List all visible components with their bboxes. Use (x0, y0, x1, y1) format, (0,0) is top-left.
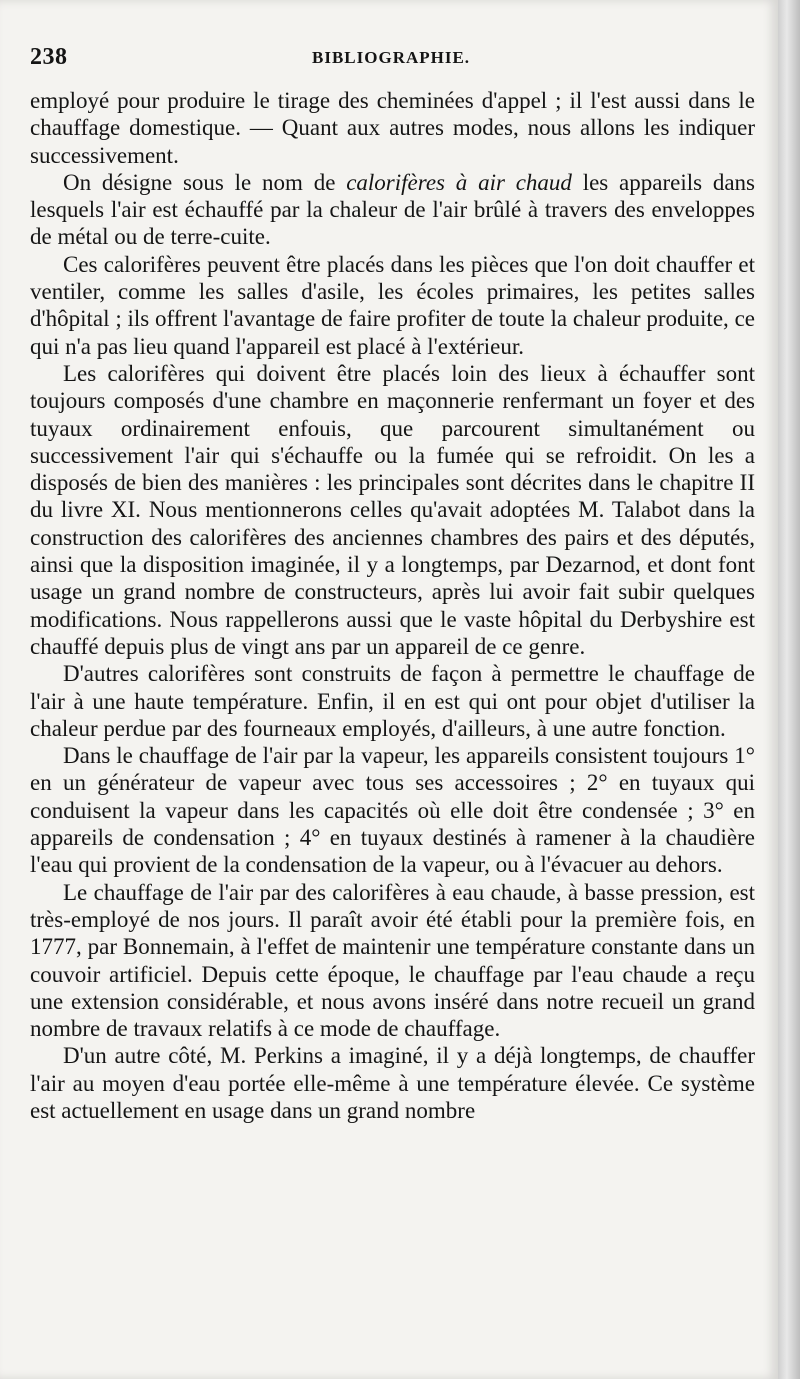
paragraph-2-before: On désigne sous le nom de (63, 169, 347, 195)
page-edge (778, 0, 800, 1379)
italic-term: calorifères à air chaud (346, 169, 572, 195)
paragraph-2-after: les appareils dans lesquels l'air est échauffé par la chaleur de l'air brûlé à travers des enveloppes de métal ou de terre-cuite. (30, 169, 756, 250)
paragraph-1: employé pour produire le tirage des cheminées d'appel ; il l'est aussi dans le chauffage domestique. — Quant aux autres modes, nous allons les indiquer successivement. (30, 88, 755, 168)
paragraph-2 (30, 169, 755, 251)
paragraph-3: Ces calorifères peuvent être placés dans les pièces que l'on doit chauffer et ventiler, comme les salles d'asile, les écoles primaires, les petites salles d'hôpital ; ils offrent l'avantage de faire profiter de toute la chaleur produite, ce qui n'a pas lieu quand l'appareil est placé à l'extérieur. (30, 251, 755, 359)
page-header (30, 44, 750, 74)
body-text (30, 87, 755, 1124)
paragraph-6: Dans le chauffage de l'air par la vapeur, les appareils consistent toujours 1° en un générateur de vapeur avec tous ses accessoires ; 2° en tuyaux qui conduisent la vapeur dans les capacités où elle doit être condensée ; 3° en appareils de condensation ; 4° en tuyaux destinés à ramener à la chaudière l'eau qui provient de la condensation de la vapeur, ou à l'évacuer au dehors. (30, 743, 755, 878)
page-number: 238 (30, 44, 68, 70)
running-title: BIBLIOGRAPHIE. (312, 48, 471, 67)
paragraph-4: Les calorifères qui doivent être placés loin des lieux à échauffer sont toujours composés d'une chambre en maçonnerie renfermant un foyer et des tuyaux ordinairement enfouis, que parcourent simultanément ou successivement l'air qui s'échauffe ou la fumée qui se refroidit. On les a disposés de bien des manières : les principales sont décrites dans le chapitre II du livre XI. Nous mentionnerons celles qu'avait adoptées M. Talabot dans la construction des calorifères des anciennes chambres des pairs et des députés, ainsi que la disposition imaginée, il y a longtemps, par Dezarnod, et dont font usage un grand nombre de constructeurs, après lui avoir fait subir quelques modifications. Nous rappellerons aussi que le vaste hôpital du Derbyshire est chauffé depuis plus de vingt ans par un appareil de ce genre. (30, 360, 755, 659)
paragraph-5: D'autres calorifères sont construits de façon à permettre le chauffage de l'air à une haute température. Enfin, il en est qui ont pour objet d'utiliser la chaleur perdue par des fourneaux employés, d'ailleurs, à une autre fonction. (30, 661, 755, 741)
paragraph-8: D'un autre côté, M. Perkins a imaginé, il y a déjà longtemps, de chauffer l'air au moyen d'eau portée elle-même à une température élevée. Ce système est actuellement en usage dans un grand nombre (30, 1043, 755, 1123)
paragraph-7: Le chauffage de l'air par des calorifères à eau chaude, à basse pression, est très-employé de nos jours. Il paraît avoir été établi pour la première fois, en 1777, par Bonnemain, à l'effet de maintenir une température constante dans un couvoir artificiel. Depuis cette époque, le chauffage par l'eau chaude a reçu une extension considérable, et nous avons inséré dans notre recueil un grand nombre de travaux relatifs à ce mode de chauffage. (30, 879, 755, 1042)
